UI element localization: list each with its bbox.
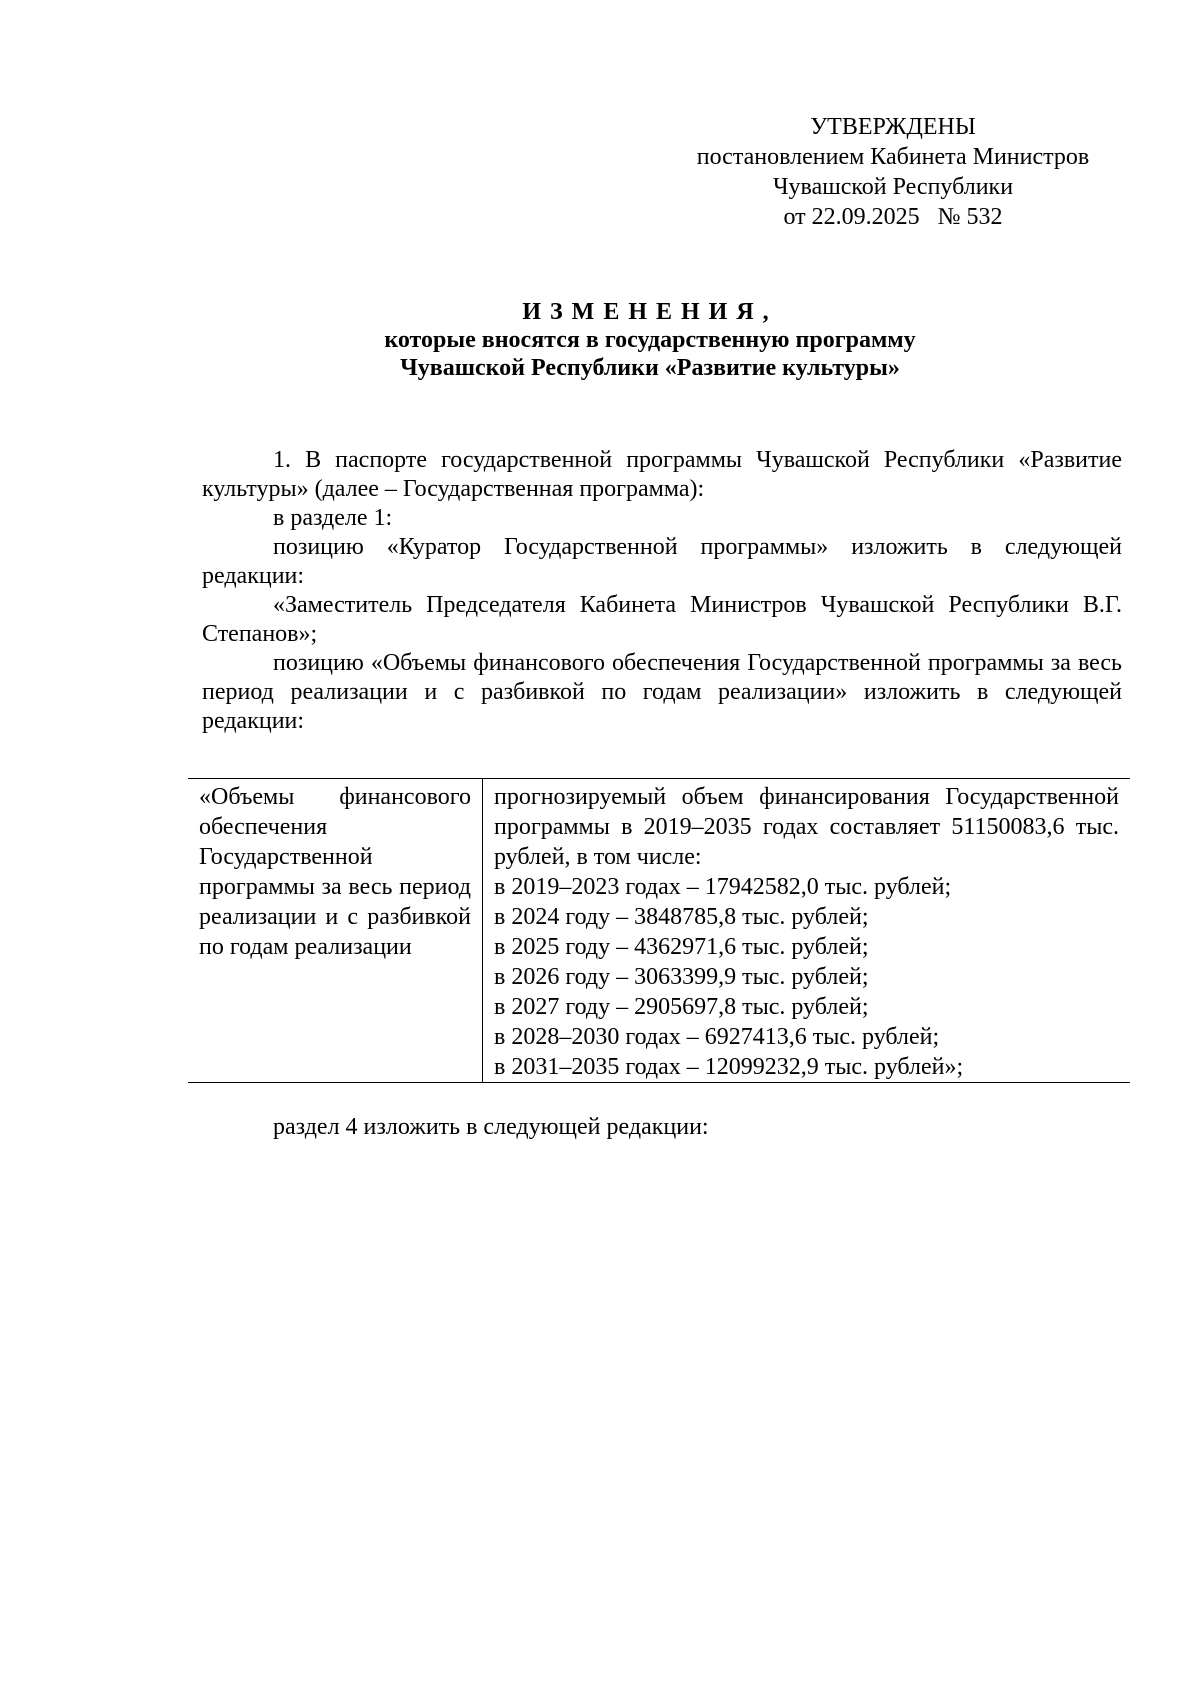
approval-stamp xyxy=(668,112,1118,232)
title-subtitle-2: Чувашской Республики «Развитие культуры» xyxy=(400,355,900,381)
table-right-cell xyxy=(483,779,1131,1083)
funding-line: в 2031–2035 годах – 12099232,9 тыс. рублей»; xyxy=(494,1054,964,1080)
title-subtitle-1: которые вносятся в государственную программу xyxy=(384,327,916,353)
funding-line: в 2025 году – 4362971,6 тыс. рублей; xyxy=(494,934,869,960)
approval-region: Чувашской Республики xyxy=(772,174,1014,200)
body-text xyxy=(202,446,1122,736)
funding-table xyxy=(188,778,1130,1083)
funding-line: в 2019–2023 годах – 17942582,0 тыс. рублей; xyxy=(494,874,952,900)
paragraph-4: «Заместитель Председателя Кабинета Министров Чувашской Республики В.Г. Степанов»; xyxy=(202,592,1122,647)
paragraph-1: 1. В паспорте государственной программы Чувашской Республики «Развитие культуры» (далее – Государственная программа): xyxy=(202,447,1122,502)
approval-authority: постановлением Кабинета Министров xyxy=(696,144,1090,170)
paragraph-3: позицию «Куратор Государственной программы» изложить в следующей редакции: xyxy=(202,534,1122,589)
approval-heading: УТВЕРЖДЕНЫ xyxy=(810,114,976,140)
table-left-cell: «Объемы финансового обеспечения Государственной программы за весь период реализации и с разбивкой по годам реализации xyxy=(188,779,483,1083)
funding-intro: прогнозируемый объем финансирования Государственной программы в 2019–2035 годах составляет 51150083,6 тыс. рублей, в том числе: xyxy=(494,784,1119,870)
table-row xyxy=(188,779,1130,1083)
approval-number: № 532 xyxy=(937,204,1003,230)
title-main: ИЗМЕНЕНИЯ, xyxy=(522,299,778,325)
approval-date-line xyxy=(668,202,1118,232)
paragraph-2: в разделе 1: xyxy=(273,505,393,531)
paragraph-5: позицию «Объемы финансового обеспечения Государственной программы за весь период реализации и с разбивкой по годам реализации» изложить в следующей редакции: xyxy=(202,650,1122,734)
funding-line: в 2028–2030 годах – 6927413,6 тыс. рублей; xyxy=(494,1024,940,1050)
document-title xyxy=(190,298,1110,382)
funding-line: в 2024 году – 3848785,8 тыс. рублей; xyxy=(494,904,869,930)
approval-date: от 22.09.2025 xyxy=(783,204,920,230)
funding-line: в 2026 году – 3063399,9 тыс. рублей; xyxy=(494,964,869,990)
funding-line: в 2027 году – 2905697,8 тыс. рублей; xyxy=(494,994,869,1020)
closing-paragraph: раздел 4 изложить в следующей редакции: xyxy=(273,1114,709,1140)
